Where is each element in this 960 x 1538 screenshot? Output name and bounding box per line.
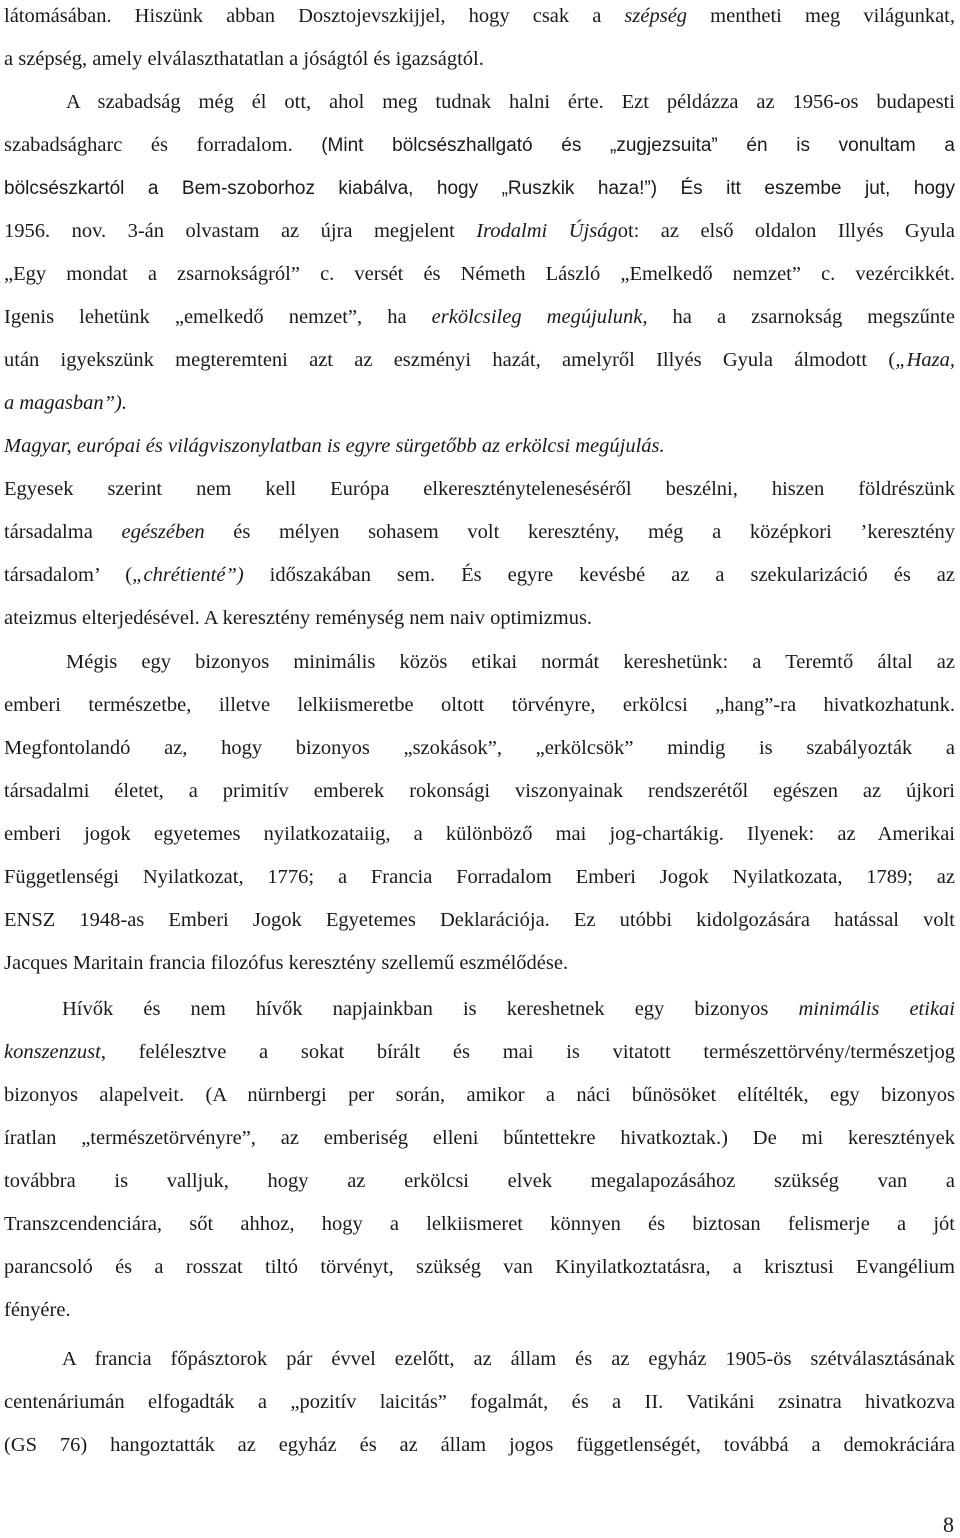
text-run: a szépség, amely elválaszthatatlan a jóságtól és igazságtól. [4, 48, 484, 70]
text-line [4, 434, 955, 458]
text-line [4, 305, 955, 329]
text-run: továbbra is valljuk, hogy az erkölcsi elvek megalapozásához szükség van a [4, 1170, 955, 1192]
italic-run: erkölcsileg megújulunk, [431, 306, 648, 328]
text-line [4, 1169, 955, 1193]
text-line [4, 477, 955, 501]
text-line [4, 563, 955, 587]
text-run: bölcsészkartól a Bem-szoborhoz kiabálva, hogy „Ruszkik haza!”) És itt eszembe jut, hogy [4, 178, 955, 199]
italic-run: szépség [624, 5, 688, 27]
text-line [4, 219, 955, 243]
text-run: Igenis lehetünk „emelkedő nemzet”, ha [4, 306, 432, 328]
text-line [4, 606, 955, 630]
text-run: emberi jogok egyetemes nyilatkozataiig, a különböző mai jog-chartákig. Ilyenek: az Amerikai [4, 823, 955, 845]
italic-run: Magyar, európai és világviszonylatban is egyre sürgetőbb az erkölcsi megújulás. [4, 435, 665, 457]
text-line [4, 4, 955, 28]
text-line [4, 133, 955, 158]
text-run: , felélesztve a sokat bírált és mai is vitatott természettörvény/természetjog [100, 1041, 955, 1063]
text-run: Függetlenségi Nyilatkozat, 1776; a Francia Forradalom Emberi Jogok Nyilatkozata, 1789; az [4, 866, 955, 888]
text-run: A szabadság még él ott, ahol meg tudnak halni érte. Ezt példázza az 1956-os budapesti [66, 91, 955, 113]
text-run: centenáriumán elfogadták a „pozitív laicitás” fogalmát, és a II. Vatikáni zsinatra hivatkozva [4, 1391, 955, 1413]
italic-run: konszenzust [4, 1041, 101, 1063]
text-line [62, 997, 955, 1021]
text-run: ateizmus elterjedésével. A keresztény reménység nem naiv optimizmus. [4, 607, 593, 629]
text-line [4, 262, 955, 286]
text-line [4, 908, 955, 932]
text-run: ot: az első oldalon Illyés Gyula [617, 220, 955, 242]
text-line [4, 176, 955, 201]
text-run: társadalmi életet, a primitív emberek rokonsági viszonyainak rendszerétől egészen az újkori [4, 780, 955, 802]
text-line [4, 520, 955, 544]
text-run: A francia főpásztorok pár évvel ezelőtt, az állam és az egyház 1905-ös szétválasztásának [62, 1348, 955, 1370]
text-line [4, 47, 955, 71]
text-line [4, 1298, 955, 1322]
text-line [4, 1433, 955, 1457]
text-run: mentheti meg világunkat, [687, 5, 955, 27]
italic-run: „chrétienté”) [132, 564, 244, 586]
text-run: látomásában. Hiszünk abban Dosztojevszkijjel, hogy csak a [4, 5, 625, 27]
text-run: (Mint bölcsészhallgató és „zugjezsuita” én is vonultam a [321, 135, 955, 156]
text-line [4, 736, 955, 760]
text-run: Mégis egy bizonyos minimális közös etikai normát kereshetünk: a Teremtő által az [66, 651, 955, 673]
text-run: (GS 76) hangoztatták az egyház és az állam jogos függetlenségét, továbbá a demokráciára [4, 1434, 955, 1456]
text-line [4, 822, 955, 846]
italic-run: „Haza, [895, 349, 955, 371]
text-run: Transzcendenciára, sőt ahhoz, hogy a lelkiismeret könnyen és biztosan felismerje a jót [4, 1213, 955, 1235]
text-run: bizonyos alapelveit. (A nürnbergi per során, amikor a náci bűnösöket elítélték, egy bizonyos [4, 1084, 955, 1106]
text-run: Jacques Maritain francia filozófus keresztény szellemű eszmélődése. [4, 952, 569, 974]
italic-run: egészében [121, 521, 205, 543]
text-line [4, 348, 955, 372]
text-run: fényére. [4, 1299, 71, 1321]
text-run: szabadságharc és forradalom. [4, 134, 322, 156]
text-run: ha a zsarnokság megszűnte [647, 306, 955, 328]
text-line [4, 1390, 955, 1414]
text-run: emberi természetbe, illetve lelkiismeretbe oltott törvényre, erkölcsi „hang”-ra hivatkozhatunk. [4, 694, 955, 716]
text-line [66, 650, 955, 674]
text-line [4, 1083, 955, 1107]
text-run: Hívők és nem hívők napjainkban is kereshetnek egy bizonyos [62, 998, 799, 1020]
text-run: 1956. nov. 3-án olvastam az újra megjelent [4, 220, 477, 242]
text-line [4, 1040, 955, 1064]
italic-run: Irodalmi Újság [476, 220, 618, 242]
text-line [4, 391, 955, 415]
page-number: 8 [943, 1512, 954, 1537]
text-run: társadalom’ ( [4, 564, 133, 586]
text-line [4, 865, 955, 889]
text-line [4, 1126, 955, 1150]
text-line [62, 1347, 955, 1371]
text-line [4, 693, 955, 717]
text-run: Megfontolandó az, hogy bizonyos „szokások”, „erkölcsök” mindig is szabályozták a [4, 737, 955, 759]
text-run: parancsoló és a rosszat tiltó törvényt, szükség van Kinyilatkoztatásra, a krisztusi Evangélium [4, 1256, 955, 1278]
text-line [4, 951, 955, 975]
text-line [66, 90, 955, 114]
text-run: „Egy mondat a zsarnokságról” c. versét és Németh László „Emelkedő nemzet” c. vezércikkét. [4, 263, 955, 285]
text-line [4, 1255, 955, 1279]
text-line [4, 779, 955, 803]
italic-run: minimális etikai [798, 998, 955, 1020]
text-line [4, 1212, 955, 1236]
text-run: íratlan „természetörvényre”, az emberiség elleni bűntettekre hivatkoztak.) De mi keresztények [4, 1127, 955, 1149]
text-run: után igyekszünk megteremteni azt az eszményi hazát, amelyről Illyés Gyula álmodott ( [4, 349, 896, 371]
text-run: és mélyen sohasem volt keresztény, még a középkori ’keresztény [204, 521, 955, 543]
text-run: társadalma [4, 521, 122, 543]
italic-run: a magasban”). [4, 392, 128, 414]
text-run: Egyesek szerint nem kell Európa elkeresztényteleneséséről beszélni, hiszen földrészünk [4, 478, 955, 500]
text-run: időszakában sem. És egyre kevésbé az a szekularizáció és az [243, 564, 955, 586]
text-run: ENSZ 1948-as Emberi Jogok Egyetemes Deklarációja. Ez utóbbi kidolgozására hatással volt [4, 909, 955, 931]
